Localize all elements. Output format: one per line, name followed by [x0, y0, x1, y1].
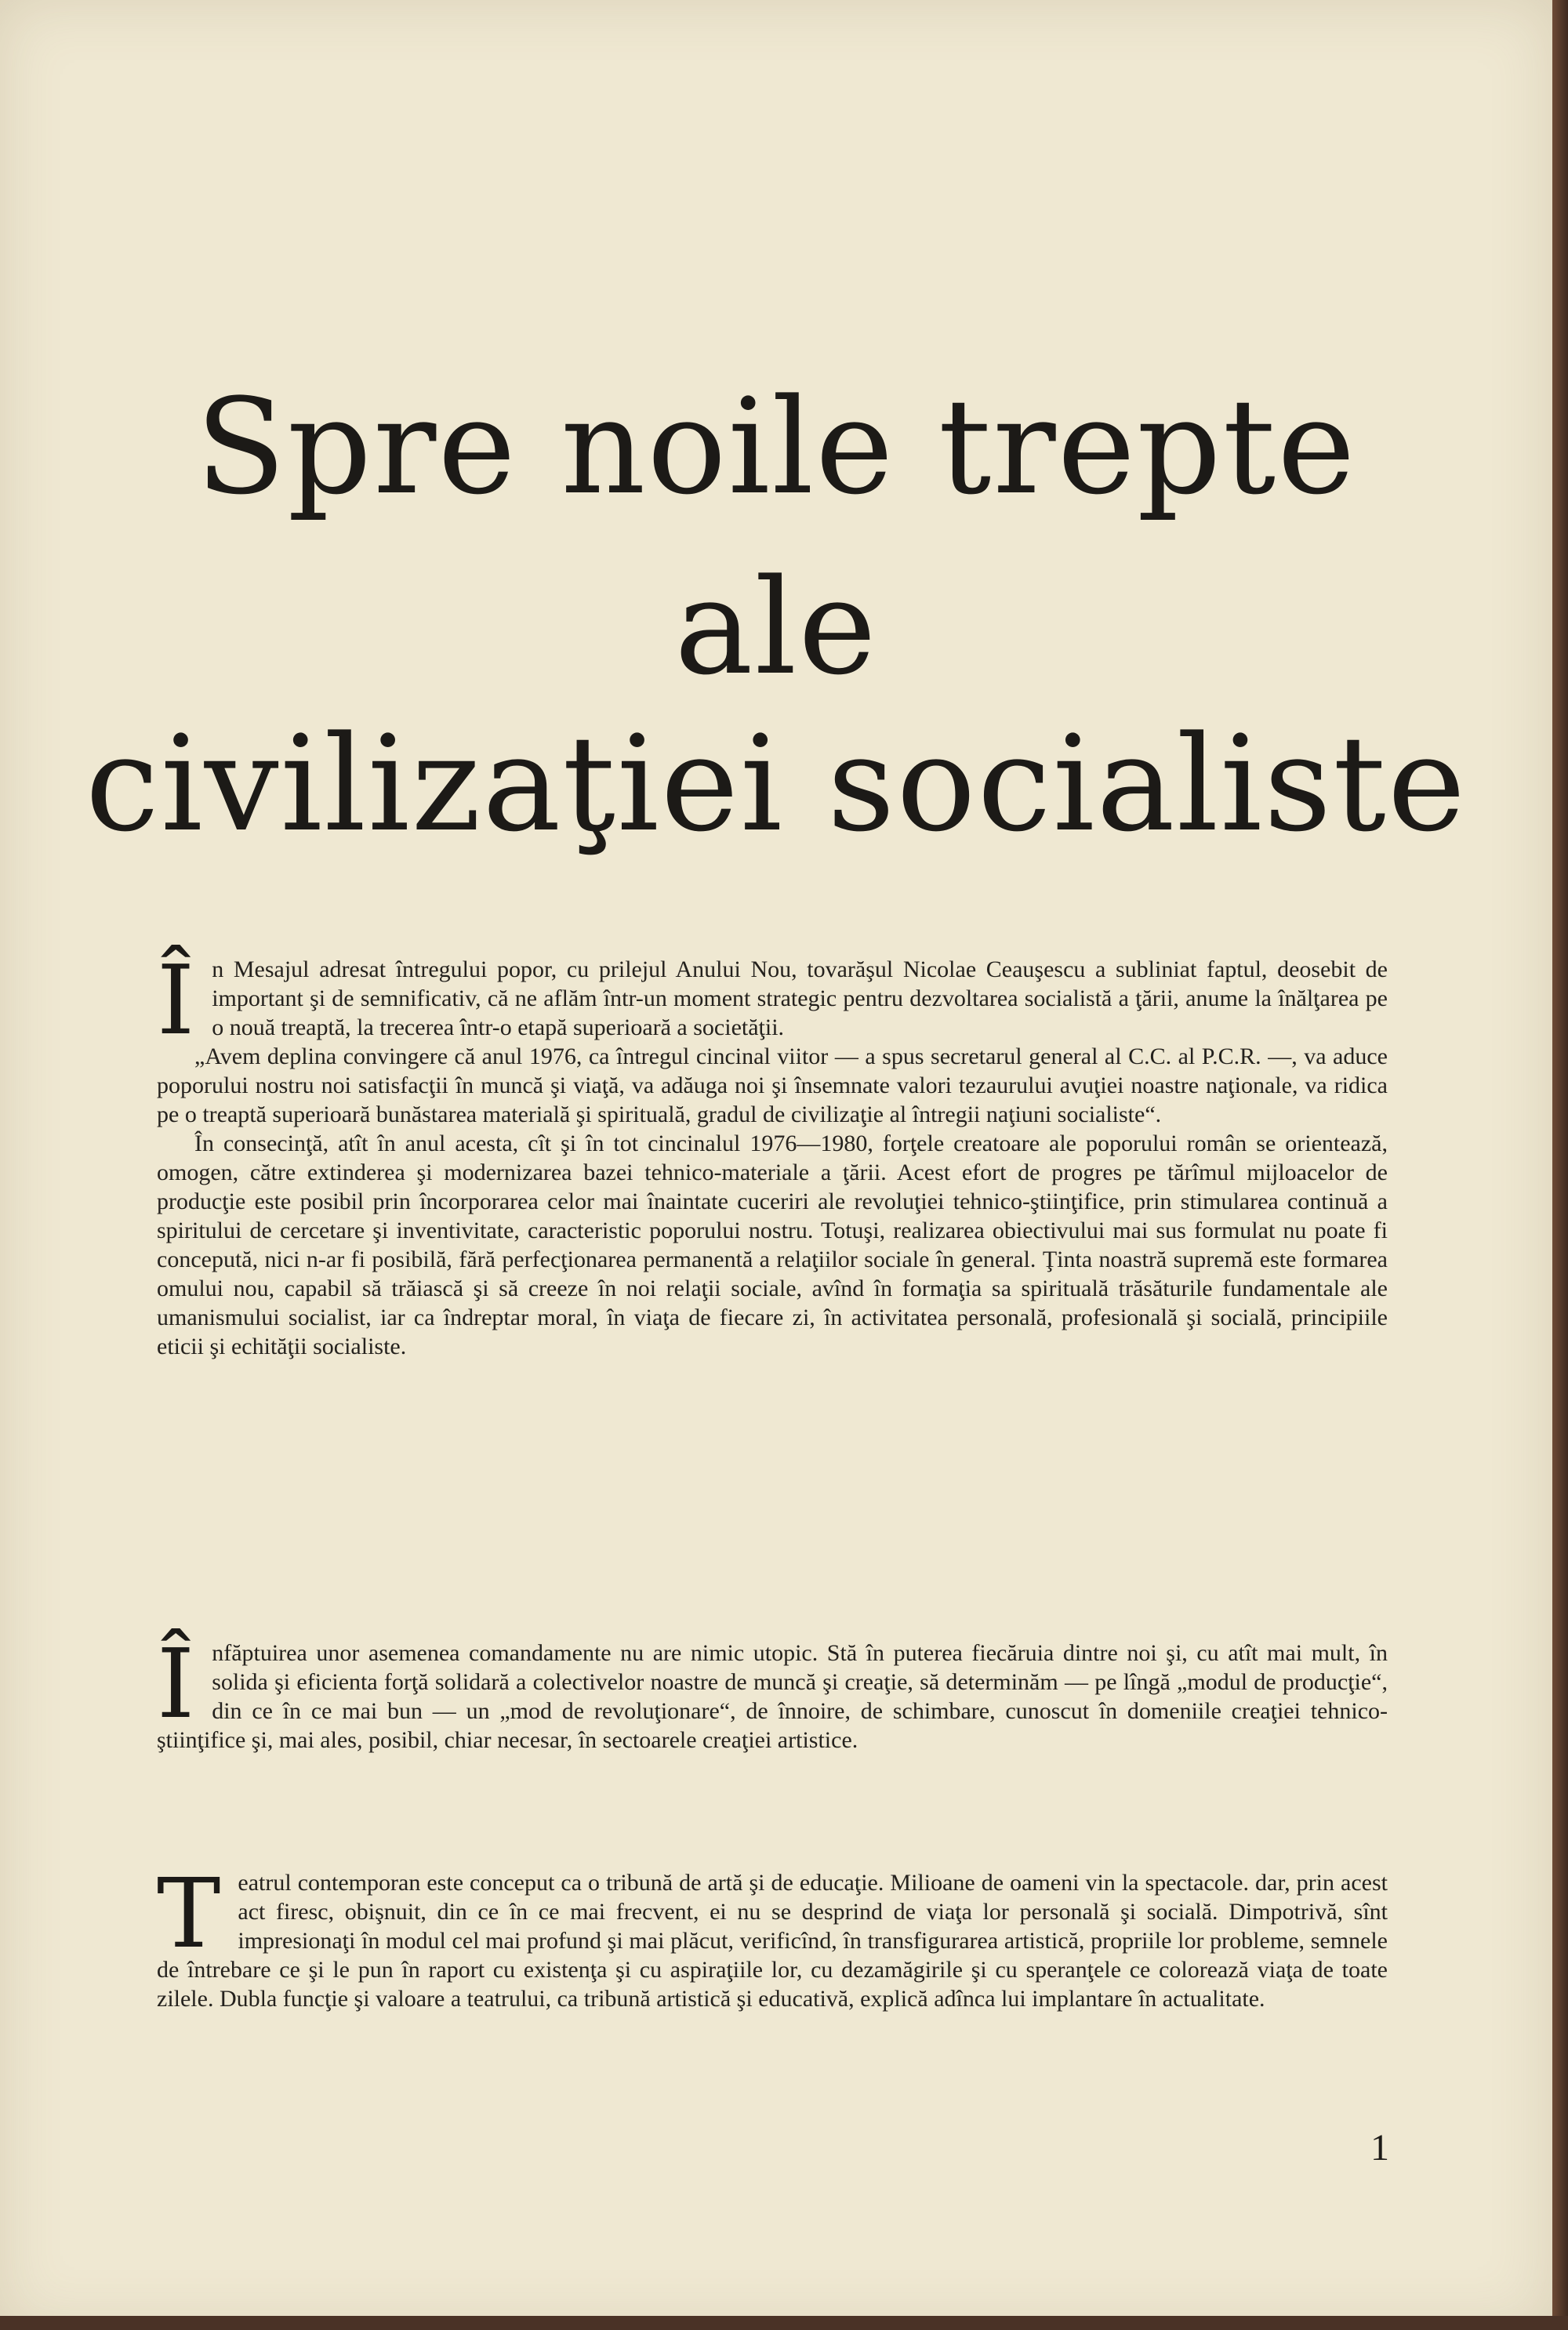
title-line-3: civilizaţiei socialiste: [85, 707, 1468, 861]
drop-cap: Î: [157, 945, 195, 1056]
drop-cap: Î: [157, 1628, 195, 1740]
paragraph: În consecinţă, atît în anul acesta, cît şi în tot cincinalul 1976—1980, forţele creatoare ale poporului român se orientează, omogen, către extinderea şi modernizarea bazei tehnico-materiale a ţării. Acest efort de progres pe tărîmul mijloacelor de producţie este posibil prin încorporarea celor mai înaintate cuceriri ale revoluţiei tehnico-ştiinţifice, prin stimularea continuă a spiritului de cercetare şi inventivitate, caracteristic poporului nostru. Totuşi, realizarea obiectivului mai sus formulat nu poate fi concepută, nici n-ar fi posibilă, fără perfecţionarea permanentă a relaţiilor sociale în general. Ţinta noastră supremă este formarea omului nou, capabil să trăiască şi să creeze în noi relaţii sociale, avînd în formaţia sa spirituală trăsăturile fundamentale ale umanismului socialist, iar ca îndreptar moral, în viaţa de fiecare zi, în activitatea personală, profesională şi socială, principiile eticii şi echităţii socialiste.: [157, 1131, 1388, 1359]
title-line-2: ale: [674, 550, 878, 704]
drop-cap: T: [157, 1858, 221, 1969]
paragraph: [157, 1628, 1388, 1755]
page-number: 1: [1370, 2127, 1389, 2168]
paragraph-text: n Mesajul adresat întregului popor, cu prilejul Anului Nou, tovarăşul Nicolae Ceauşescu a subliniat faptul, deosebit de important şi de semnificativ, că ne aflăm într-un moment strategic pentru dezvoltarea socialistă a ţării, anume la înălţarea pe o nouă treaptă, la trecerea într-o etapă superioară a societăţii.: [212, 956, 1388, 1040]
book-bottom-edge: [0, 2316, 1568, 2330]
paragraph-text: nfăptuirea unor asemenea comandamente nu are nimic utopic. Stă în puterea fiecăruia dintre noi şi, cu atît mai mult, în solida şi eficienta forţă solidară a colectivelor noastre de muncă şi creaţie, să determinăm — pe lîngă „modul de producţie“, din ce în ce mai bun — un „mod de revoluţionare“, de înnoire, de schimbare, cunoscut în domeniile creaţiei tehnico-ştiinţifice şi, mai ales, posibil, chiar necesar, în sectoarele creaţiei artistice.: [157, 1640, 1388, 1753]
article-section-1: [157, 945, 1388, 1361]
title-line-1: Spre noile trepte: [195, 370, 1357, 524]
article-section-3: [157, 1858, 1388, 2013]
book-binding-edge: [1552, 0, 1568, 2330]
paragraph: „Avem deplina convingere că anul 1976, ca întregul cincinal viitor — a spus secretarul general al C.C. al P.C.R. —, va aduce poporului nostru noi satisfacţii în muncă şi viaţă, va adăuga noi şi însemnate valori tezaurului avuţiei noastre naţionale, va ridica pe o treaptă superioară bunăstarea materială şi spirituală, gradul de civilizaţie al întregii naţiuni socialiste“.: [157, 1043, 1388, 1127]
paragraph: [157, 1858, 1388, 2013]
article-section-2: [157, 1628, 1388, 1755]
paragraph: [157, 945, 1388, 1056]
paragraph-text: eatrul contemporan este conceput ca o tribună de artă şi de educaţie. Milioane de oameni vin la spectacole. dar, prin acest act firesc, obişnuit, din ce în ce mai frecvent, ei nu se desprind de viaţa lor personală şi socială. Dimpotrivă, sînt impresionaţi în modul cel mai profund şi mai plăcut, verificînd, în transfigurarea artistică, propriile lor probleme, semnele de întrebare ce şi le pun în raport cu existenţa şi cu aspiraţiile lor, cu dezamăgirile şi cu speranţele ce colorează viaţa de toate zilele. Dubla funcţie şi valoare a teatrului, ca tribună artistică şi educativă, explică adînca lui implantare în actualitate.: [157, 1870, 1388, 2012]
